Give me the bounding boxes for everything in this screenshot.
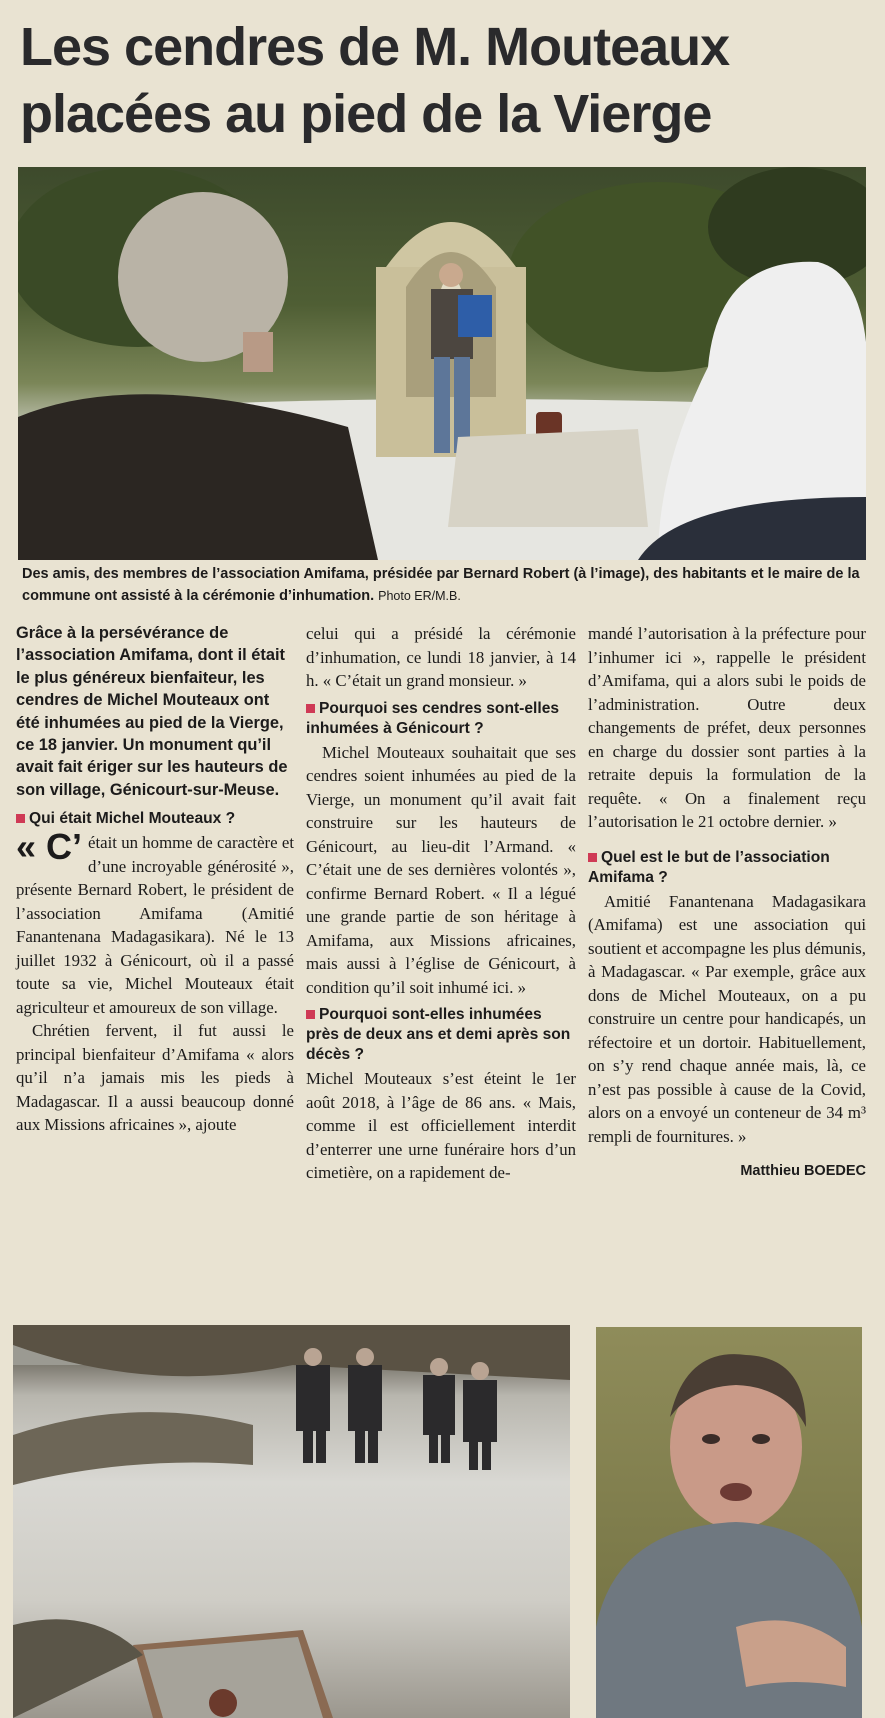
chapeau: Grâce à la persévérance de l’association Amifama, dont il était le plus généreux bienfaiteur, les cendres de Michel Mouteaux ont été inhumées au pied de la Vierge, ce 18 janvier. Un monument qu’il avait fait ériger sur les hauteurs de son village, Génicourt-sur-Meuse. (16, 624, 288, 799)
author-byline: Matthieu BOEDEC (740, 1163, 866, 1179)
question-why-delay-text: Pourquoi sont-elles inhumées près de deux ans et demi après son décès ? (306, 1006, 571, 1063)
question-who-text: Qui était Michel Mouteaux ? (29, 810, 236, 828)
caption-text: Des amis, des membres de l’association Amifama, présidée par Bernard Robert (à l’image), des habitants et le maire de la commune ont assisté à la cérémonie d’inhumation. (22, 566, 860, 604)
ceremony-photo (18, 167, 866, 560)
burial-site-photo (13, 1325, 570, 1718)
paragraph-why-genicourt: Michel Mouteaux souhaitait que ses cendres soient inhumées au pied de la Vierge, un monument qu’il avait fait construire sur les hauteurs de Génicourt, au lieu-dit l’Armand. « C’était une de ses dernières volontés », confirme Bernard Robert. « Il a légué une grande partie de son héritage à Amifama, aux Missions africaines, mais aussi à l’église de Génicourt, à condition qu’il soit inhumé ici. » (306, 742, 576, 997)
paragraph-association: Amitié Fanantenana Madagasikara (Amifama) est une association qui soutient et accompagne les plus démunis, à Madagascar. « Par exemple, grâce aux dons de Michel Mouteaux, on a pu construire un centre pour handicapés, un réfectoire et un dortoir. Habituellement, on s’y rend chaque année mais, là, ce n’est pas possible à cause de la Covid, alors on a envoyé un conteneur de 34 m³ rempli de fournitures. » (588, 891, 866, 1146)
photo-caption (22, 563, 867, 607)
paragraph-why-delay: Michel Mouteaux s’est éteint le 1er août 2018, à l’âge de 86 ans. « Mais, comme il est officiellement interdit d’enterrer une urne funéraire hors d’un cimetière, on a rapidement de- (306, 1069, 576, 1182)
photo-credit: Photo ER/M.B. (378, 589, 461, 603)
paragraph-ceremony: celui qui a présidé la cérémonie d’inhumation, ce lundi 18 janvier, à 14 h. « C’était un grand monsieur. » (306, 624, 576, 690)
headline: Les cendres de M. Mouteaux placées au pied de la Vierge (20, 17, 730, 144)
question-why-genicourt (306, 699, 576, 739)
question-association (588, 848, 866, 888)
question-association-text: Quel est le but de l’association Amifama ? (588, 848, 830, 886)
paragraph-benefactor: Chrétien fervent, il fut aussi le principal bienfaiteur d’Amifama « alors qu’il n’a jamais mis les pieds à Madagascar. Il a aussi beaucoup donné aux Missions africaines », ajoute (16, 1021, 294, 1135)
paragraph-who (16, 826, 294, 1019)
question-why-delay (306, 1005, 576, 1065)
paragraph-who-text: était un homme de caractère et d’une incroyable générosité », présente Bernard Robert, le président de l’association Amifama (Amitié Fanantenana Madagasikara). Né le 13 juillet 1932 à Génicourt, où il a passé toute sa vie, Michel Mouteaux était agriculteur et amoureux de son village. (16, 833, 294, 1017)
question-who (16, 809, 294, 829)
column-1 (16, 622, 294, 1137)
paragraph-authorization: mandé l’autorisation à la préfecture pour l’inhumer ici », rappelle le président d’Amifama, qui a alors subi le poids de l’administration. Outre deux changements de préfet, deux personnes en charge du dossier sont parties à la retraite depuis la formulation de la requête. « On a finalement reçu l’autorisation le 21 octobre dernier. » (588, 624, 866, 831)
portrait-photo (596, 1327, 862, 1718)
column-2 (306, 622, 576, 1185)
drop-quote: « C’ (16, 826, 83, 868)
question-why-genicourt-text: Pourquoi ses cendres sont-elles inhumées à Génicourt ? (306, 699, 560, 737)
column-3 (588, 622, 866, 1184)
